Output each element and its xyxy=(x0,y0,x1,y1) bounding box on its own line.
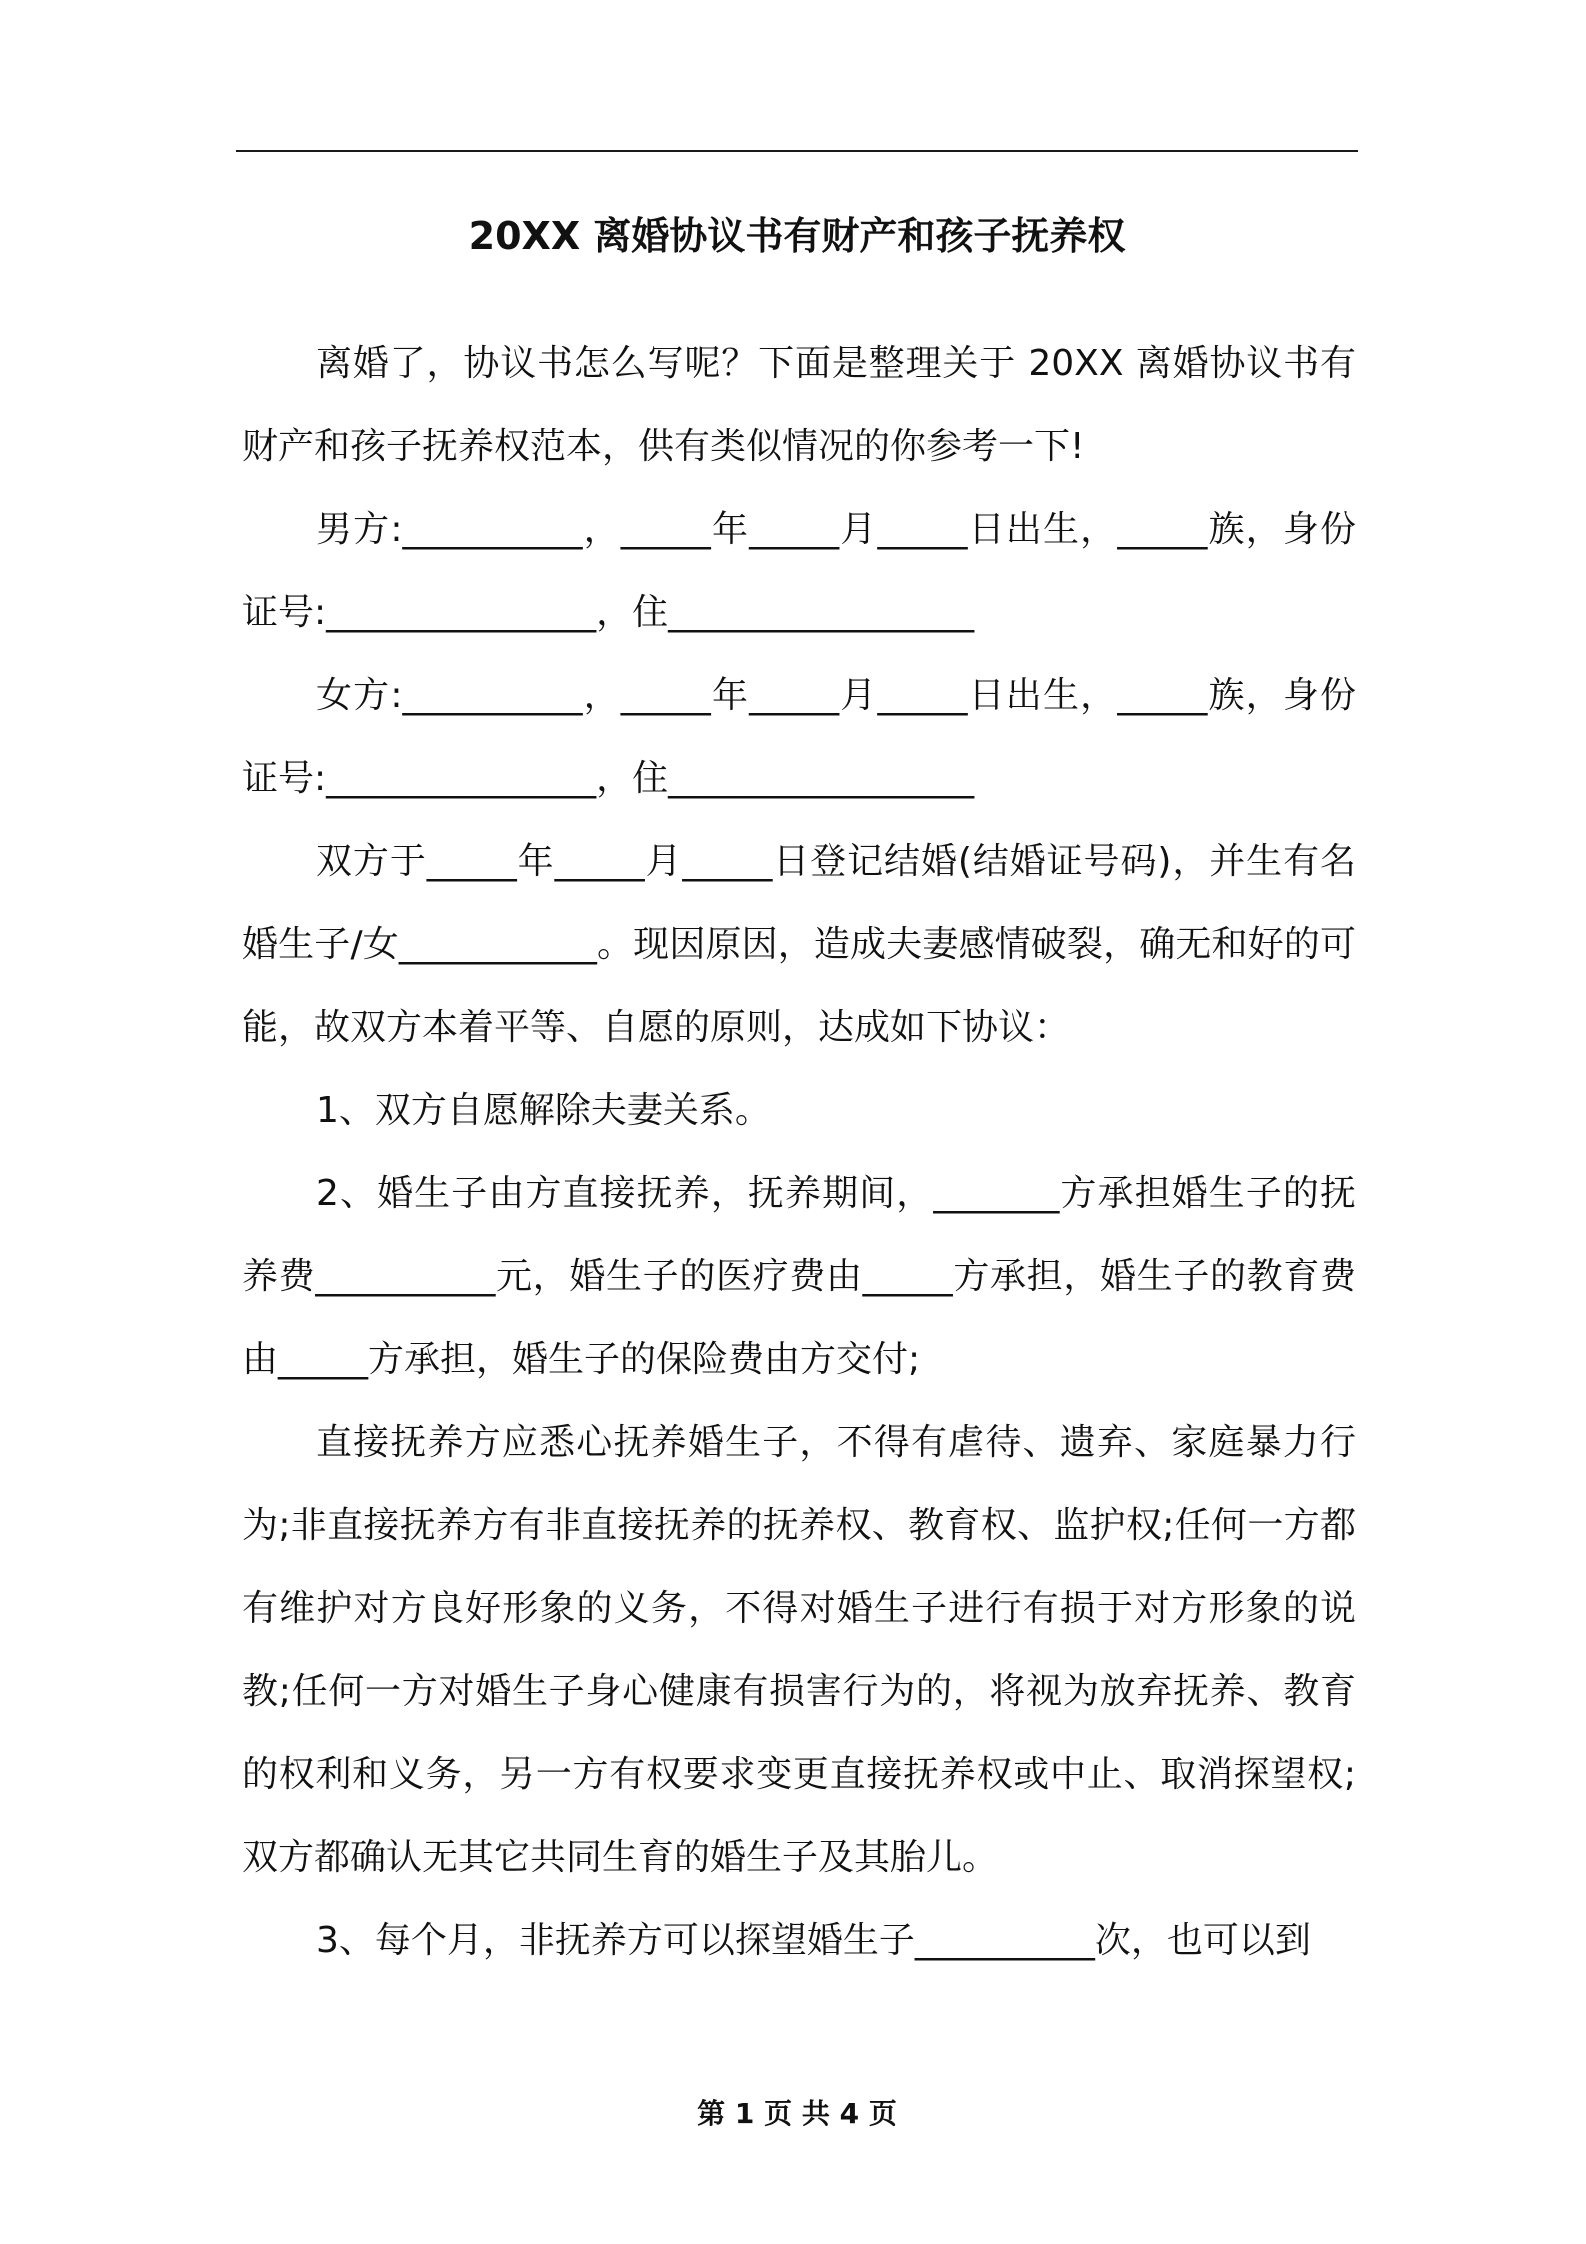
clause-2-paragraph: 2、婚生子由方直接抚养，抚养期间，_______方承担婚生子的抚养费__________元，婚生子的医疗费由_____方承担，婚生子的教育费由_____方承担，婚生子的保险费由方交付; xyxy=(242,1173,1356,1380)
female-party-paragraph: 女方:__________，_____年_____月_____日出生，_____族，身份证号:_______________，住_________________ xyxy=(242,675,1356,799)
intro-paragraph: 离婚了，协议书怎么写呢？下面是整理关于 20XX 离婚协议书有财产和孩子抚养权范本，供有类似情况的你参考一下! xyxy=(242,343,1356,467)
clause-1-paragraph: 1、双方自愿解除夫妻关系。 xyxy=(316,1090,771,1131)
page-footer: 第 1 页 共 4 页 xyxy=(697,2097,897,2130)
marriage-paragraph: 双方于_____年_____月_____日登记结婚(结婚证号码)，并生有名婚生子/女___________。现因原因，造成夫妻感情破裂，确无和好的可能，故双方本着平等、自愿的原则，达成如下协议： xyxy=(242,841,1356,1048)
document-body xyxy=(242,322,1356,1982)
custody-duties-paragraph: 直接抚养方应悉心抚养婚生子，不得有虐待、遗弃、家庭暴力行为;非直接抚养方有非直接抚养的抚养权、教育权、监护权;任何一方都有维护对方良好形象的义务，不得对婚生子进行有损于对方形象的说教;任何一方对婚生子身心健康有损害行为的，将视为放弃抚养、教育的权利和义务，另一方有权要求变更直接抚养权或中止、取消探望权;双方都确认无其它共同生育的婚生子及其胎儿。 xyxy=(242,1422,1356,1878)
header-rule xyxy=(236,150,1358,152)
document-title: 20XX 离婚协议书有财产和孩子抚养权 xyxy=(468,214,1126,258)
male-party-paragraph: 男方:__________，_____年_____月_____日出生，_____族，身份证号:_______________，住_________________ xyxy=(242,509,1356,633)
clause-3-paragraph: 3、每个月，非抚养方可以探望婚生子__________次，也可以到 xyxy=(316,1920,1311,1961)
